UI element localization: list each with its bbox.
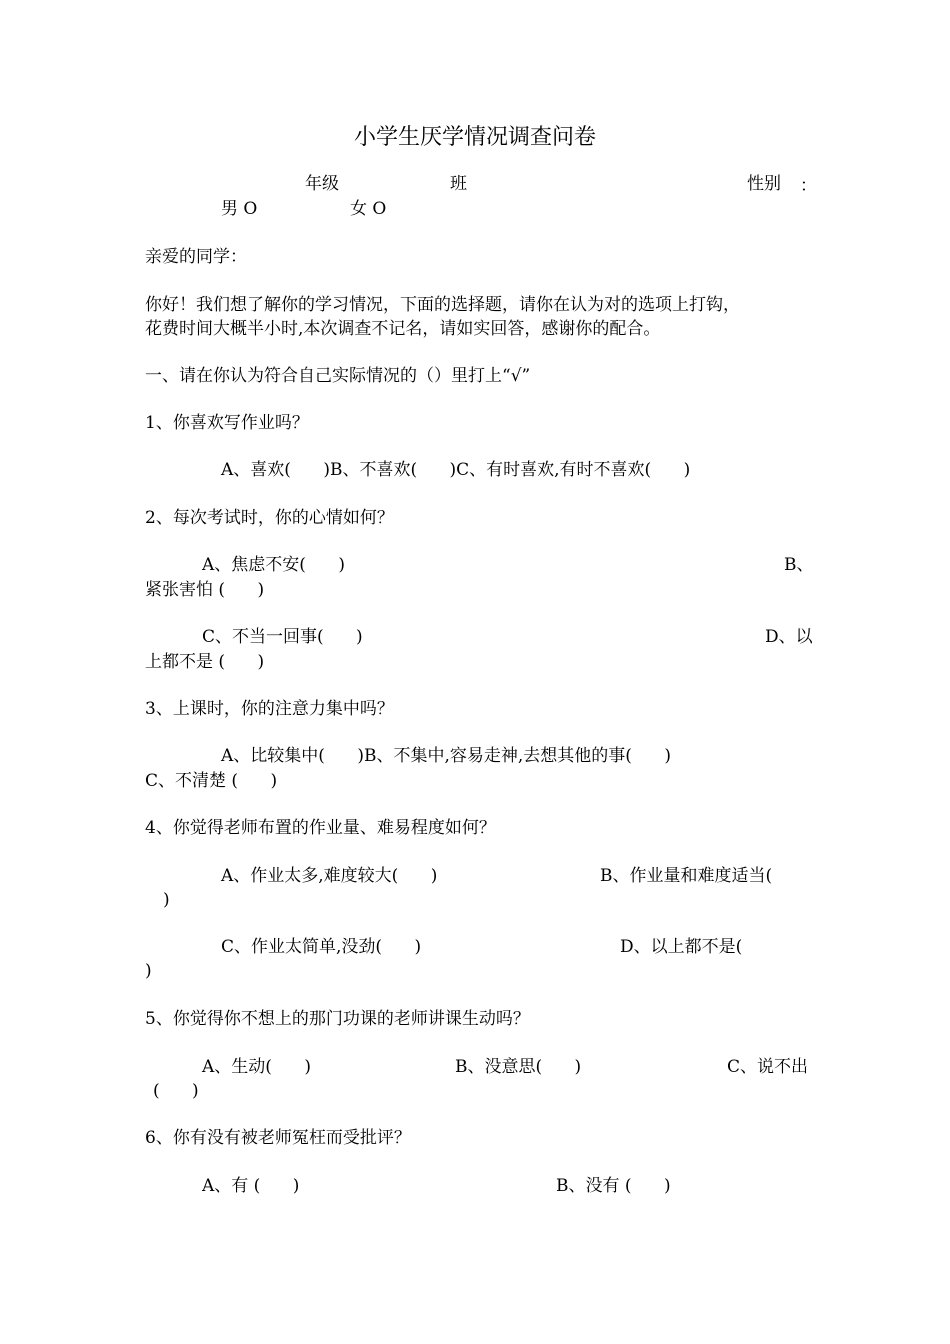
question-3-option-c[interactable]: C、不清楚 ( ) — [145, 771, 278, 791]
question-3-options[interactable]: A、比较集中( )B、不集中,容易走神,去想其他的事( ) — [221, 746, 671, 766]
question-6-option-a[interactable]: A、有 ( ) — [202, 1176, 300, 1196]
intro-line-1: 你好！我们想了解你的学习情况，下面的选择题，请你在认为对的选项上打钩， — [145, 295, 740, 315]
question-4-option-a[interactable]: A、作业太多,难度较大( ) — [221, 866, 438, 886]
gender-colon: ： — [800, 176, 817, 196]
question-2-option-d-tail[interactable]: 上都不是 ( ) — [145, 652, 265, 672]
question-5-option-c[interactable]: C、说不出 — [727, 1057, 809, 1077]
question-2: 2、每次考试时，你的心情如何？ — [145, 508, 394, 528]
female-option[interactable]: 女 O — [350, 199, 387, 219]
question-4-option-b-tail[interactable]: ) — [163, 890, 170, 910]
grade-label: 年级 — [305, 174, 339, 194]
question-2-option-c[interactable]: C、不当一回事( ) — [202, 627, 363, 647]
question-2-option-d-head[interactable]: D、以 — [765, 627, 813, 647]
section-heading: 一、请在你认为符合自己实际情况的（）里打上“√” — [145, 366, 531, 386]
question-3: 3、上课时，你的注意力集中吗？ — [145, 699, 394, 719]
question-2-option-b-tail[interactable]: 紧张害怕 ( ) — [145, 580, 265, 600]
question-4-option-d[interactable]: D、以上都不是( — [620, 937, 743, 957]
greeting: 亲爱的同学： — [145, 247, 247, 267]
question-4-option-c[interactable]: C、作业太简单,没劲( ) — [221, 937, 422, 957]
gender-label: 性别 — [747, 174, 781, 194]
question-4-option-d-tail[interactable]: ) — [145, 961, 152, 981]
question-6: 6、你有没有被老师冤枉而受批评？ — [145, 1128, 411, 1148]
question-1: 1、你喜欢写作业吗？ — [145, 413, 309, 433]
intro-line-2: 花费时间大概半小时,本次调查不记名，请如实回答，感谢你的配合。 — [145, 319, 661, 339]
question-4-option-b[interactable]: B、作业量和难度适当( — [600, 866, 773, 886]
question-4: 4、你觉得老师布置的作业量、难易程度如何？ — [145, 818, 496, 838]
question-2-option-a[interactable]: A、焦虑不安( ) — [202, 555, 345, 575]
page-title: 小学生厌学情况调查问卷 — [353, 125, 596, 150]
question-5-option-b[interactable]: B、没意思( ) — [455, 1057, 582, 1077]
question-2-option-b-head[interactable]: B、 — [784, 555, 814, 575]
class-label: 班 — [450, 174, 467, 194]
question-5: 5、你觉得你不想上的那门功课的老师讲课生动吗？ — [145, 1009, 530, 1029]
question-5-option-c-tail[interactable]: ( ) — [153, 1081, 199, 1101]
question-6-option-b[interactable]: B、没有 ( ) — [556, 1176, 671, 1196]
male-option[interactable]: 男 O — [221, 199, 258, 219]
question-1-options[interactable]: A、喜欢( )B、不喜欢( )C、有时喜欢,有时不喜欢( ) — [221, 460, 691, 480]
question-5-option-a[interactable]: A、生动( ) — [202, 1057, 311, 1077]
